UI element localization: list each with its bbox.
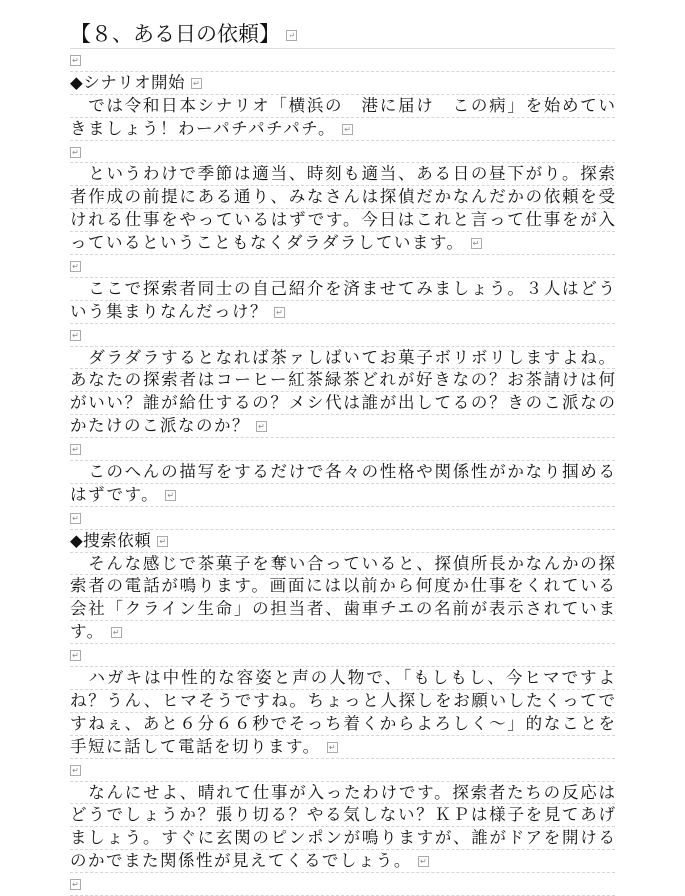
line-text: かたけのこ派なのか？ [70, 416, 250, 436]
blank-line[interactable] [70, 324, 615, 347]
text-line[interactable] [70, 690, 615, 713]
line-text: のかでまた関係性が見えてくるでしょう。 [70, 851, 412, 871]
section-heading[interactable] [70, 72, 615, 95]
text-line[interactable] [70, 163, 615, 186]
paragraph-mark-icon: ↵ [327, 742, 338, 753]
line-text: 索者の電話が鳴ります。画面には以前から何度か仕事をくれている [70, 576, 615, 596]
line-text: なんにせよ、晴れて仕事が入ったわけです。探索者たちの反応は [70, 782, 615, 802]
text-line[interactable] [70, 461, 615, 484]
line-text: ここで探索者同士の自己紹介を済ませてみましょう。３人はどう [70, 278, 615, 298]
line-text: っているということもなくダラダラしています。 [70, 233, 465, 253]
document-page[interactable] [70, 20, 615, 896]
blank-line[interactable] [70, 644, 615, 667]
line-text: がいい？誰が給仕するの？メシ代は誰が出してるの？きのこ派なの [70, 393, 615, 413]
text-line[interactable] [70, 392, 615, 415]
line-text: このへんの描写をするだけで各々の性格や関係性がかなり掴める [70, 462, 615, 482]
line-text: では令和日本シナリオ「横浜の 港に届け この病」を始めてい [70, 95, 615, 115]
text-line[interactable] [70, 621, 615, 644]
paragraph-mark-icon: ↵ [256, 421, 267, 432]
text-line[interactable] [70, 186, 615, 209]
document-title-row[interactable] [70, 20, 615, 49]
line-text: ◆シナリオ開始 [70, 72, 186, 92]
text-line[interactable] [70, 667, 615, 690]
paragraph-mark-icon: ↵ [274, 307, 285, 318]
line-text: す。 [70, 622, 105, 642]
text-line[interactable] [70, 782, 615, 805]
line-text: そんな感じで茶菓子を奪い合っていると、探偵所長かなんかの探 [70, 553, 615, 573]
text-line[interactable] [70, 827, 615, 850]
paragraph-mark-icon: ↵ [70, 879, 81, 890]
paragraph-mark-icon: ↵ [70, 444, 81, 455]
paragraph-mark-icon: ↵ [111, 627, 122, 638]
paragraph-mark-icon: ↵ [70, 765, 81, 776]
paragraph-mark-icon: ↵ [70, 330, 81, 341]
text-line[interactable] [70, 118, 615, 141]
paragraph-mark-icon: ↵ [342, 124, 353, 135]
blank-line[interactable] [70, 507, 615, 530]
line-text: ましょう。すぐに玄関のピンポンが鳴りますが、誰がドアを開ける [70, 828, 615, 848]
line-text: というわけで季節は適当、時刻も適当、ある日の昼下がり。探索 [70, 164, 615, 184]
paragraph-mark-icon: ↵ [157, 536, 168, 547]
text-line[interactable] [70, 804, 615, 827]
blank-line[interactable] [70, 873, 615, 896]
blank-line[interactable] [70, 438, 615, 461]
line-text: あなたの探索者はコーヒー紅茶緑茶どれが好きなの？お茶請けは何 [70, 370, 615, 390]
line-text: きましょう！わーパチパチパチ。 [70, 118, 337, 138]
line-text: けれる仕事をやっているはずです。今日はこれと言って仕事をが入 [70, 210, 615, 230]
line-text: はずです。 [70, 484, 160, 504]
text-line[interactable] [70, 369, 615, 392]
paragraph-mark-icon: ↵ [191, 78, 202, 89]
blank-line[interactable] [70, 141, 615, 164]
line-text: ◆捜索依頼 [70, 530, 152, 550]
line-text: 会社「クライン生命」の担当者、歯車チエの名前が表示されていま [70, 599, 615, 619]
line-text: 者作成の前提にある通り、みなさんは探偵だかなんだかの依頼を受 [70, 187, 615, 207]
line-text: いう集まりなんだっけ？ [70, 301, 268, 321]
paragraph-mark-icon: ↵ [286, 30, 297, 41]
paragraph-mark-icon: ↵ [70, 650, 81, 661]
line-text: ハガキは中性的な容姿と声の人物で、「もしもし、今ヒマですよ [70, 668, 615, 688]
section-heading[interactable] [70, 530, 615, 553]
line-text: ダラダラするとなれば茶ァしばいてお菓子ボリボリしますよね。 [70, 347, 615, 367]
text-line[interactable] [70, 553, 615, 576]
paragraph-mark-icon: ↵ [418, 856, 429, 867]
line-text: ね？うん、ヒマそうですね。ちょっと人探しをお願いしたくってで [70, 690, 615, 710]
text-line[interactable] [70, 232, 615, 255]
paragraph-mark-icon: ↵ [70, 513, 81, 524]
paragraph-mark-icon: ↵ [165, 490, 176, 501]
text-line[interactable] [70, 598, 615, 621]
text-line[interactable] [70, 301, 615, 324]
paragraph-mark-icon: ↵ [471, 238, 482, 249]
line-text: どうでしょうか？張り切る？やる気しない？ＫＰは様子を見てあげ [70, 805, 615, 825]
text-line[interactable] [70, 209, 615, 232]
document-title: 【８、ある日の依頼】 [70, 22, 280, 46]
paragraph-mark-icon: ↵ [70, 147, 81, 158]
text-line[interactable] [70, 850, 615, 873]
text-line[interactable] [70, 278, 615, 301]
text-line[interactable] [70, 575, 615, 598]
text-line[interactable] [70, 415, 615, 438]
paragraph-mark-icon: ↵ [70, 261, 81, 272]
line-text: 手短に話して電話を切ります。 [70, 736, 321, 756]
text-line[interactable] [70, 736, 615, 759]
blank-line[interactable] [70, 49, 615, 72]
paragraph-mark-icon: ↵ [70, 55, 81, 66]
text-line[interactable] [70, 95, 615, 118]
text-line[interactable] [70, 347, 615, 370]
line-text: すねぇ、あと６分６６秒でそっち着くからよろしく～」的なことを [70, 713, 615, 733]
text-line[interactable] [70, 713, 615, 736]
text-line[interactable] [70, 484, 615, 507]
blank-line[interactable] [70, 759, 615, 782]
blank-line[interactable] [70, 255, 615, 278]
